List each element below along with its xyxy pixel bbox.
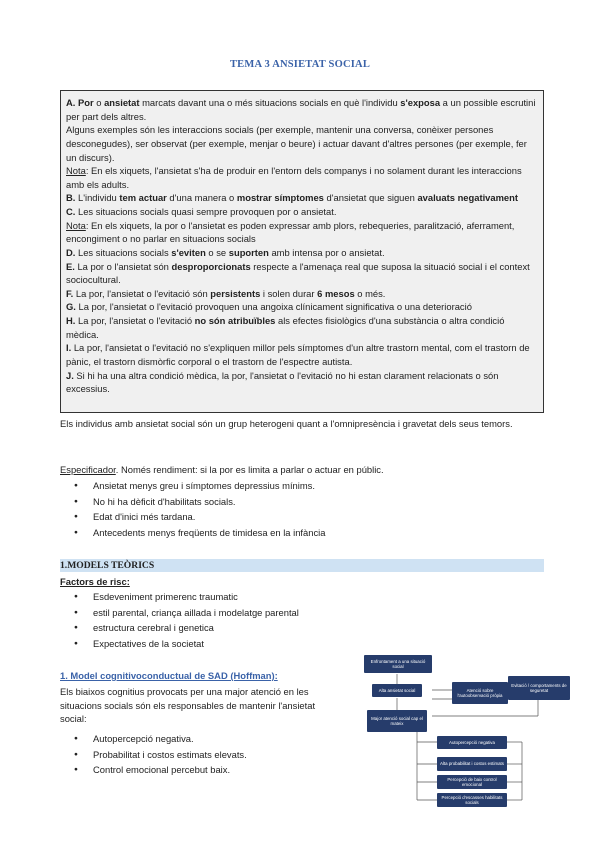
criterion-j: J. Si hi ha una altra condició mèdica, la por, l'ansietat o l'evitació no hi estan clarament relacionats o són excessius.	[66, 369, 499, 395]
page-title: TEMA 3 ANSIETAT SOCIAL	[229, 59, 371, 70]
list-item: ● Esdeveniment primerenc traumatic	[74, 590, 534, 606]
diagram-node-social-focus: Major atenció social cap el mateix	[367, 710, 427, 732]
diagram-node-low-emotional-control: Percepció de baix control emocional	[437, 775, 507, 789]
list-item: ● Expectatives de la societat	[74, 637, 534, 653]
list-item: ● estructura cerebral i genetica	[74, 621, 534, 637]
criterion-b: B. L'individu tem actuar d'una manera o mostrar símptomes d'ansietat que siguen avaluats negativament	[66, 192, 518, 204]
criterion-i: I. La por, l'ansietat o l'evitació no s'expliquen millor pels símptomes d'un altre trastorn mental, com el trastorn de pànic, el trastorn dismòrfic corporal o el trastorn de l'espectre autista.	[66, 342, 530, 367]
criterion-h: H. La por, l'ansietat o l'evitació no són atribuïbles als efectes fisiològics d'una substància o altra condició mèdica.	[66, 315, 505, 340]
heterogeneity-paragraph: Els individus amb ansietat social són un grup heterogeni quant a l'omnipresència i gravetat dels seus temors.	[60, 418, 513, 429]
list-item: ● Control emocional percebut baix.	[74, 763, 534, 779]
list-item: ● Ansietat menys greu i símptomes depressius mínims.	[74, 479, 534, 495]
list-item: ● No hi ha dèficit d'habilitats socials.	[74, 495, 534, 511]
diagnostic-criteria-box	[60, 90, 544, 413]
risk-factors-title: Factors de risc:	[60, 576, 130, 587]
list-item: ● Edat d'inici més tardana.	[74, 510, 534, 526]
list-item: ● Probabilitat i costos estimats elevats.	[74, 748, 534, 764]
criterion-a-note: Nota: En els xiquets, l'ansietat s'ha de produir en l'entorn dels companys i no solament durant les interaccions amb els adults.	[66, 165, 522, 190]
hoffman-model-diagram	[362, 652, 572, 812]
criterion-c-note: Nota: En els xiquets, la por o l'ansietat es poden expressar amb plors, rebequeries, paralització, aferrament, encongiment o no parlar en situacions socials	[66, 219, 515, 245]
risk-factors-list	[74, 590, 534, 652]
diagram-node-social-situation: Enfrontament a una situació social	[364, 655, 432, 673]
model-description: Els biaixos cognitius provocats per una major atenció en les situacions socials són els responsables de mantenir l'ansietat social:	[60, 686, 316, 725]
diagram-node-high-anxiety: Alta ansietat social	[372, 684, 422, 697]
criterion-a: A. Por o ansietat marcats davant una o més situacions socials en què l'individu s'exposa a un possible escrutini per part dels altres.	[66, 97, 536, 122]
specifier-label: Especificador	[60, 464, 116, 475]
diagram-node-self-attention: Atenció sobre l'autoobservació pròpia	[452, 682, 508, 704]
list-item: ● Autopercepció negativa.	[74, 732, 534, 748]
criterion-f: F. La por, l'ansietat o l'evitació són persistents i solen durar 6 mesos o més.	[66, 287, 386, 299]
criterion-g: G. La por, l'ansietat o l'evitació provoquen una angoixa clínicament significativa o una deterioració	[66, 301, 472, 313]
criterion-a-examples: Alguns exemples són les interaccions socials (per exemple, mantenir una conversa, conèixer persones desconegudes), ser observat (per exemple, menjar o beure) i actuar davant d'altres persones (per exemple, fer un discurs).	[66, 124, 527, 163]
diagram-node-avoidance: Evitació / comportaments de seguretat	[508, 676, 570, 700]
criterion-e: E. La por o l'ansietat són desproporcionats respecte a l'amenaça real que suposa la situació social i el context sociocultural.	[66, 260, 530, 286]
criterion-c: C. Les situacions socials quasi sempre provoquen por o ansietat.	[66, 206, 337, 217]
specifier-list	[74, 479, 534, 541]
diagram-node-poor-social-skills: Percepció d'escasses habilitats socials	[437, 793, 507, 807]
list-item: ● estil parental, criança aillada i modelatge parental	[74, 606, 534, 622]
specifier-line: Especificador. Només rendiment: si la por es limita a parlar o actuar en públic.	[60, 464, 384, 475]
diagram-node-negative-self-perception: Autopercepció negativa	[437, 736, 507, 749]
criterion-d: D. Les situacions socials s'eviten o se suporten amb intensa por o ansietat.	[66, 246, 385, 258]
section-title: 1.MODELS TEÒRICS	[60, 560, 155, 571]
diagram-node-estimated-costs: Alta probabilitat i costos estimats	[437, 757, 507, 771]
list-item: ● Antecedents menys freqüents de timidesa en la infància	[74, 526, 534, 542]
model-title: 1. Model cognitivoconductual de SAD (Hoffman):	[60, 670, 278, 681]
